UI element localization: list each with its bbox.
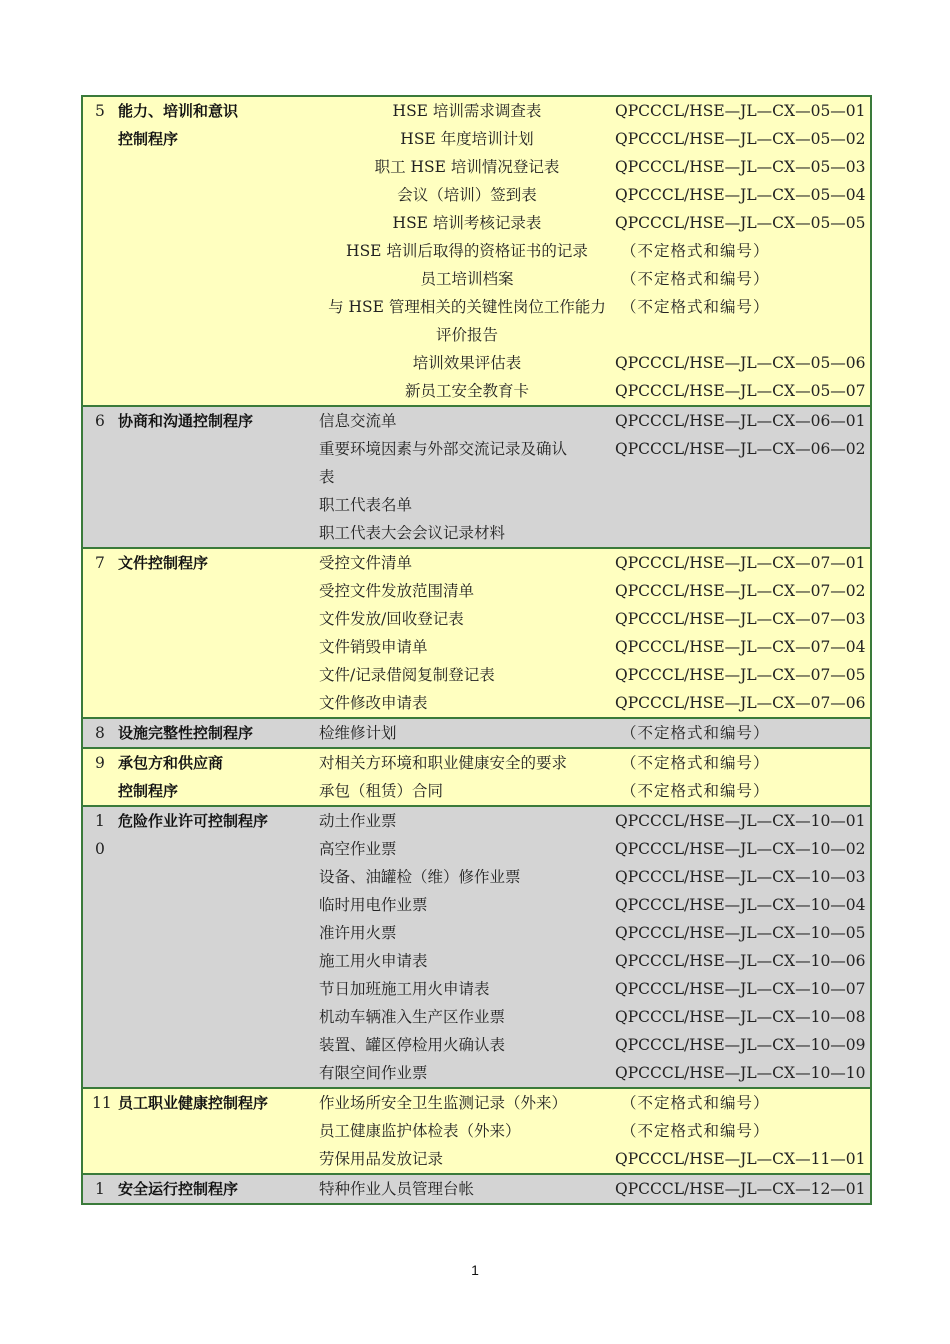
record-item: HSE 培训考核记录表 xyxy=(392,214,542,232)
row-number-line: 7 xyxy=(95,554,105,572)
record-code: QPCCCL/HSE—JL—CX—10—05 xyxy=(615,924,866,942)
record-item: 施工用火申请表 xyxy=(319,952,428,970)
row-number-line: 6 xyxy=(95,412,105,430)
table-row xyxy=(82,96,871,406)
record-item: 动土作业票 xyxy=(319,812,397,830)
row-number-line: 0 xyxy=(95,840,105,858)
record-item: 职工 HSE 培训情况登记表 xyxy=(374,158,560,176)
procedure-line: 控制程序 xyxy=(118,130,179,148)
table-row xyxy=(82,718,871,748)
record-item: 设备、油罐检（维）修作业票 xyxy=(319,868,521,886)
record-code: QPCCCL/HSE—JL—CX—05—06 xyxy=(615,354,866,372)
record-code: QPCCCL/HSE—JL—CX—07—04 xyxy=(615,638,866,656)
record-code: QPCCCL/HSE—JL—CX—07—05 xyxy=(615,666,866,684)
record-item: 检维修计划 xyxy=(319,724,397,742)
record-code: QPCCCL/HSE—JL—CX—05—03 xyxy=(615,158,866,176)
procedure-line: 安全运行控制程序 xyxy=(118,1180,239,1198)
record-item: 会议（培训）签到表 xyxy=(397,186,537,204)
record-item: 职工代表名单 xyxy=(319,496,413,514)
record-code: QPCCCL/HSE—JL—CX—12—01 xyxy=(615,1180,866,1198)
record-code xyxy=(615,321,870,349)
record-item: 文件销毁申请单 xyxy=(319,638,428,656)
record-item: 机动车辆准入生产区作业票 xyxy=(319,1008,506,1026)
page-number: 1 xyxy=(471,1262,479,1278)
row-number xyxy=(82,406,118,548)
record-item: 员工培训档案 xyxy=(420,270,514,288)
record-code-list xyxy=(615,1088,871,1174)
record-list xyxy=(319,806,615,1088)
record-item: 文件发放/回收登记表 xyxy=(319,610,464,628)
record-code: （不定格式和编号） xyxy=(621,1122,770,1140)
record-code: QPCCCL/HSE—JL—CX—10—03 xyxy=(615,868,866,886)
table-row xyxy=(82,406,871,548)
record-code-list xyxy=(615,1174,871,1204)
row-number xyxy=(82,718,118,748)
procedure-name xyxy=(118,548,319,718)
record-code: QPCCCL/HSE—JL—CX—05—07 xyxy=(615,382,866,400)
row-number-line: 11 xyxy=(92,1094,112,1112)
procedure-line: 协商和沟通控制程序 xyxy=(118,412,254,430)
record-code: QPCCCL/HSE—JL—CX—07—02 xyxy=(615,582,866,600)
table-row xyxy=(82,806,871,1088)
record-code: QPCCCL/HSE—JL—CX—05—01 xyxy=(615,102,866,120)
row-number xyxy=(82,548,118,718)
table-row xyxy=(82,1088,871,1174)
record-list xyxy=(319,748,615,806)
record-item: 文件/记录借阅复制登记表 xyxy=(319,666,495,684)
table-row xyxy=(82,548,871,718)
record-item: 高空作业票 xyxy=(319,840,397,858)
record-item: 评价报告 xyxy=(435,326,498,344)
record-code xyxy=(615,463,870,491)
record-item: 劳保用品发放记录 xyxy=(319,1150,444,1168)
record-item: 重要环境因素与外部交流记录及确认 xyxy=(319,440,568,458)
record-code-list xyxy=(615,406,871,548)
procedure-name xyxy=(118,96,319,406)
record-list xyxy=(319,718,615,748)
table-row xyxy=(82,1174,871,1204)
procedure-name xyxy=(118,718,319,748)
procedure-line: 文件控制程序 xyxy=(118,554,209,572)
record-list xyxy=(319,1088,615,1174)
record-item: 临时用电作业票 xyxy=(319,896,428,914)
record-item: 节日加班施工用火申请表 xyxy=(319,980,490,998)
record-item: 装置、罐区停检用火确认表 xyxy=(319,1036,506,1054)
record-list xyxy=(319,406,615,548)
record-code: QPCCCL/HSE—JL—CX—05—04 xyxy=(615,186,866,204)
row-number xyxy=(82,806,118,1088)
record-code: （不定格式和编号） xyxy=(621,754,770,772)
record-code: QPCCCL/HSE—JL—CX—11—01 xyxy=(615,1150,866,1168)
record-code: （不定格式和编号） xyxy=(621,724,770,742)
record-code: QPCCCL/HSE—JL—CX—07—06 xyxy=(615,694,866,712)
procedure-name xyxy=(118,806,319,1088)
row-number xyxy=(82,1088,118,1174)
record-item: 特种作业人员管理台帐 xyxy=(319,1180,475,1198)
record-item: 员工健康监护体检表（外来） xyxy=(319,1122,521,1140)
procedure-line: 控制程序 xyxy=(118,782,179,800)
record-item: HSE 年度培训计划 xyxy=(400,130,534,148)
record-code: （不定格式和编号） xyxy=(621,298,770,316)
record-item: 新员工安全教育卡 xyxy=(404,382,529,400)
record-code: QPCCCL/HSE—JL—CX—10—02 xyxy=(615,840,866,858)
record-list xyxy=(319,96,615,406)
record-code: QPCCCL/HSE—JL—CX—10—10 xyxy=(615,1064,866,1082)
record-item: 对相关方环境和职业健康安全的要求 xyxy=(319,754,568,772)
records-table xyxy=(81,95,872,1205)
record-code: QPCCCL/HSE—JL—CX—06—02 xyxy=(615,440,866,458)
record-item: 作业场所安全卫生监测记录（外来） xyxy=(319,1094,568,1112)
record-code-list xyxy=(615,718,871,748)
row-number-line: 9 xyxy=(95,754,105,772)
record-code: QPCCCL/HSE—JL—CX—06—01 xyxy=(615,412,866,430)
record-item: 有限空间作业票 xyxy=(319,1064,428,1082)
table-row xyxy=(82,748,871,806)
record-code: （不定格式和编号） xyxy=(621,270,770,288)
row-number xyxy=(82,96,118,406)
record-code: （不定格式和编号） xyxy=(621,242,770,260)
row-number-line: 5 xyxy=(95,102,105,120)
record-code: （不定格式和编号） xyxy=(621,782,770,800)
procedure-line: 危险作业许可控制程序 xyxy=(118,812,269,830)
record-item: 与 HSE 管理相关的关键性岗位工作能力 xyxy=(328,298,606,316)
procedure-name xyxy=(118,748,319,806)
record-item: 职工代表大会会议记录材料 xyxy=(319,524,506,542)
record-item: 文件修改申请表 xyxy=(319,694,428,712)
row-number xyxy=(82,1174,118,1204)
record-list xyxy=(319,1174,615,1204)
row-number-line: 1 xyxy=(95,812,105,830)
record-code: QPCCCL/HSE—JL—CX—05—02 xyxy=(615,130,866,148)
record-code: QPCCCL/HSE—JL—CX—10—09 xyxy=(615,1036,866,1054)
record-list xyxy=(319,548,615,718)
procedure-line: 设施完整性控制程序 xyxy=(118,724,254,742)
record-code: QPCCCL/HSE—JL—CX—10—08 xyxy=(615,1008,866,1026)
record-code: QPCCCL/HSE—JL—CX—10—06 xyxy=(615,952,866,970)
record-code-list xyxy=(615,748,871,806)
record-code: （不定格式和编号） xyxy=(621,1094,770,1112)
record-code xyxy=(615,491,870,519)
record-code: QPCCCL/HSE—JL—CX—10—07 xyxy=(615,980,866,998)
record-item: 表 xyxy=(319,468,335,486)
record-code: QPCCCL/HSE—JL—CX—07—01 xyxy=(615,554,866,572)
procedure-line: 能力、培训和意识 xyxy=(118,102,239,120)
record-item: 培训效果评估表 xyxy=(412,354,522,372)
record-code: QPCCCL/HSE—JL—CX—05—05 xyxy=(615,214,866,232)
record-code-list xyxy=(615,548,871,718)
record-item: HSE 培训后取得的资格证书的记录 xyxy=(346,242,588,260)
record-item: 承包（租赁）合同 xyxy=(319,782,444,800)
row-number xyxy=(82,748,118,806)
record-code-list xyxy=(615,806,871,1088)
row-number-line: 1 xyxy=(95,1180,105,1198)
procedure-line: 承包方和供应商 xyxy=(118,754,224,772)
record-item: 受控文件发放范围清单 xyxy=(319,582,475,600)
record-code: QPCCCL/HSE—JL—CX—10—01 xyxy=(615,812,866,830)
record-item: 信息交流单 xyxy=(319,412,397,430)
procedure-name xyxy=(118,1174,319,1204)
procedure-line: 员工职业健康控制程序 xyxy=(118,1094,269,1112)
record-code xyxy=(615,519,870,547)
record-item: HSE 培训需求调查表 xyxy=(392,102,542,120)
record-code: QPCCCL/HSE—JL—CX—10—04 xyxy=(615,896,866,914)
record-item: 准许用火票 xyxy=(319,924,397,942)
record-item: 受控文件清单 xyxy=(319,554,413,572)
procedure-name xyxy=(118,1088,319,1174)
row-number-line: 8 xyxy=(95,724,105,742)
record-code-list xyxy=(615,96,871,406)
procedure-name xyxy=(118,406,319,548)
record-code: QPCCCL/HSE—JL—CX—07—03 xyxy=(615,610,866,628)
